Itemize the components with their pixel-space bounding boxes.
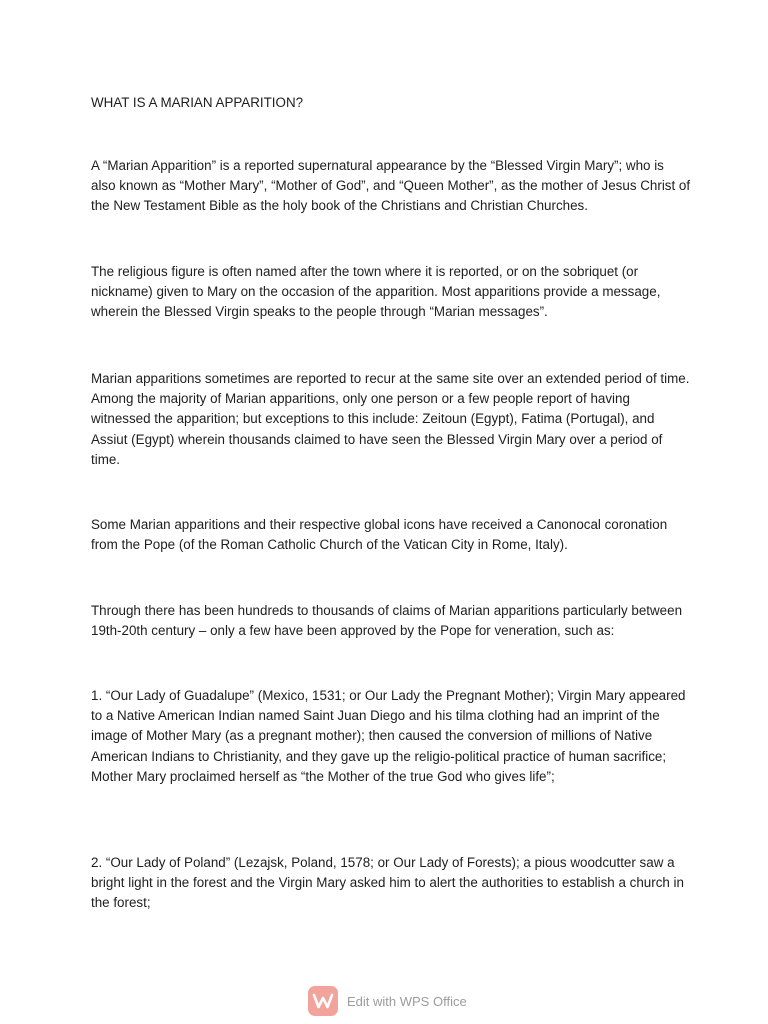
wps-edit-label[interactable]: Edit with WPS Office — [347, 993, 467, 1009]
paragraph-naming: The religious figure is often named after the town where it is reported, or on the sobriquet (or nickname) given to Mary on the occasion of the apparition. Most apparitions provide a message, wherein the Blessed Virgin speaks to the people through “Marian messages”. — [91, 264, 661, 320]
wps-edit-banner[interactable] — [308, 985, 467, 1017]
paragraph-recurrence: Marian apparitions sometimes are reported to recur at the same site over an extended period of time. Among the majority of Marian apparitions, only one person or a few people report of having witnessed the apparition; but exceptions to this include: Zeitoun (Egypt), Fatima (Portugal), and Assiut (Egypt) wherein thousands claimed to have seen the Blessed Virgin Mary over a period of time. — [91, 371, 690, 467]
wps-office-logo-icon — [308, 986, 338, 1016]
list-item-guadalupe: 1. “Our Lady of Guadalupe” (Mexico, 1531; or Our Lady the Pregnant Mother); Virgin Mary appeared to a Native American Indian named Saint Juan Diego and his tilma clothing had an imprint of the image of Mother Mary (as a pregnant mother); then caused the conversion of millions of Native American Indians to Christianity, and they gave up the religio-political practice of human sacrifice; Mother Mary proclaimed herself as “the Mother of the true God who gives life”; — [91, 688, 686, 784]
paragraph-coronation: Some Marian apparitions and their respective global icons have received a Canonocal coronation from the Pope (of the Roman Catholic Church of the Vatican City in Rome, Italy). — [91, 517, 668, 553]
list-item-poland: 2. “Our Lady of Poland” (Lezajsk, Poland, 1578; or Our Lady of Forests); a pious woodcutter saw a bright light in the forest and the Virgin Mary asked him to alert the authorities to establish a church in the forest; — [91, 855, 684, 911]
document-title: WHAT IS A MARIAN APPARITION? — [91, 95, 304, 110]
paragraph-approval: Through there has been hundreds to thousands of claims of Marian apparitions particularly between 19th-20th century – only a few have been approved by the Pope for veneration, such as: — [91, 603, 683, 639]
paragraph-definition: A “Marian Apparition” is a reported supernatural appearance by the “Blessed Virgin Mary”; who is also known as “Mother Mary”, “Mother of God”, and “Queen Mother”, as the mother of Jesus Christ of the New Testament Bible as the holy book of the Christians and Christian Churches. — [91, 158, 691, 214]
